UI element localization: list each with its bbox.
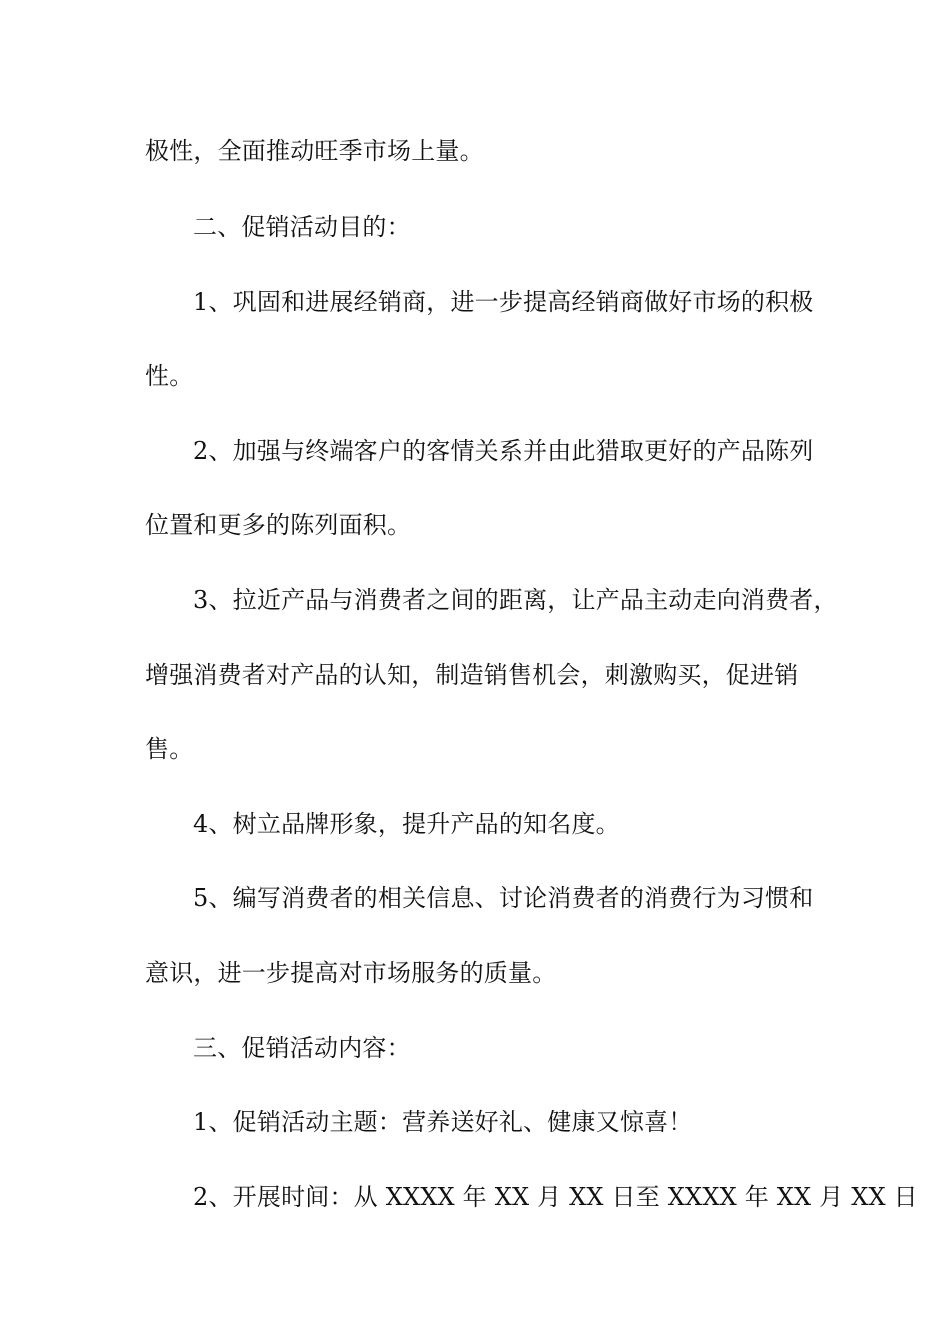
paragraph-line: 售。 — [145, 735, 194, 763]
list-item: 2、加强与终端客户的客情关系并由此猎取更好的产品陈列 — [193, 437, 814, 465]
section-heading: 三、促销活动内容： — [193, 1034, 411, 1062]
paragraph-line: 增强消费者对产品的认知，制造销售机会，刺激购买，促进销 — [145, 661, 799, 689]
section-heading: 二、促销活动目的： — [193, 213, 411, 241]
list-item: 3、拉近产品与消费者之间的距离，让产品主动走向消费者， — [193, 586, 838, 614]
list-item: 5、编写消费者的相关信息、讨论消费者的消费行为习惯和 — [193, 884, 814, 912]
paragraph-line: 性。 — [145, 362, 194, 390]
list-item: 2、开展时间：从 XXXX 年 XX 月 XX 日至 XXXX 年 XX 月 XX 日 — [193, 1183, 918, 1211]
paragraph-line: 位置和更多的陈列面积。 — [145, 511, 412, 539]
list-item: 1、巩固和进展经销商，进一步提高经销商做好市场的积极 — [193, 288, 814, 316]
paragraph-line: 极性，全面推动旺季市场上量。 — [145, 137, 484, 165]
paragraph-line: 意识，进一步提高对市场服务的质量。 — [145, 959, 557, 987]
list-item: 4、树立品牌形象，提升产品的知名度。 — [193, 810, 620, 838]
list-item: 1、促销活动主题：营养送好礼、健康又惊喜！ — [193, 1108, 693, 1136]
